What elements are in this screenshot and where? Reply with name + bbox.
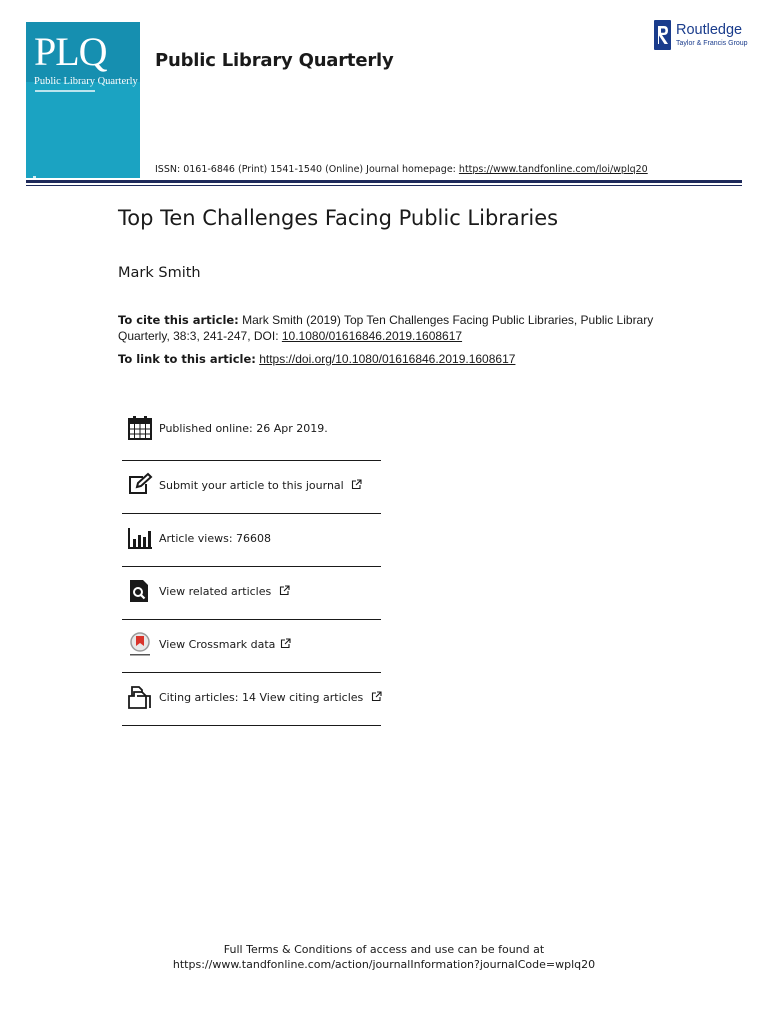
article-doi-link[interactable]: https://doi.org/10.1080/01616846.2019.1608617	[259, 352, 516, 366]
related-articles-row[interactable]	[122, 567, 381, 620]
external-link-icon	[371, 691, 382, 702]
published-online-row	[122, 404, 381, 461]
link-label: To link to this article:	[118, 352, 256, 366]
terms-footer	[0, 942, 768, 972]
citation-block	[118, 312, 658, 344]
header-divider	[26, 180, 742, 183]
terms-text: Full Terms & Conditions of access and use can be found at	[223, 943, 545, 956]
cite-label: To cite this article:	[118, 313, 239, 327]
article-views-text: Article views: 76608	[159, 532, 272, 545]
publisher-logo	[653, 20, 748, 55]
terms-url-link[interactable]: https://www.tandfonline.com/action/journalInformation?journalCode=wplq20	[172, 958, 596, 971]
document-search-icon	[126, 577, 154, 605]
issn-text: ISSN: 0161-6846 (Print) 1541-1540 (Online) Journal homepage:	[155, 164, 456, 175]
cover-abbrev: PLQ	[34, 29, 107, 74]
article-views-row	[122, 514, 381, 567]
crossmark-row[interactable]	[122, 620, 381, 673]
article-title: Top Ten Challenges Facing Public Libraries	[118, 206, 559, 230]
citing-documents-icon	[126, 683, 154, 711]
cite-text: Mark Smith (2019) Top Ten Challenges Facing Public Libraries, Public Library Quarterly, 38:3, 241-247, DOI:	[118, 313, 654, 343]
external-link-icon	[280, 638, 291, 649]
edit-icon	[126, 471, 154, 499]
related-articles-link[interactable]: View related articles	[159, 585, 272, 598]
article-info-list	[122, 404, 381, 726]
citing-articles-link[interactable]: Citing articles: 14 View citing articles	[159, 691, 364, 704]
journal-homepage-link[interactable]: https://www.tandfonline.com/loi/wplq20	[458, 164, 648, 175]
publisher-name: Routledge	[676, 22, 743, 38]
journal-cover-image	[26, 22, 140, 178]
external-link-icon	[351, 479, 362, 490]
bar-chart-icon	[126, 524, 154, 552]
cover-subtitle: Public Library Quarterly	[34, 76, 138, 87]
calendar-icon	[126, 414, 154, 442]
published-online-text: Published online: 26 Apr 2019.	[159, 422, 328, 435]
submit-article-link[interactable]: Submit your article to this journal	[159, 479, 344, 492]
header-divider-thin	[26, 185, 742, 186]
article-link-line	[118, 352, 515, 366]
external-link-icon	[279, 585, 290, 596]
citing-articles-row[interactable]	[122, 673, 381, 726]
crossmark-link[interactable]: View Crossmark data	[159, 638, 276, 651]
cite-doi-link[interactable]: 10.1080/01616846.2019.1608617	[281, 329, 463, 343]
crossmark-icon	[126, 630, 154, 658]
routledge-r-icon	[653, 20, 673, 50]
submit-article-row[interactable]	[122, 461, 381, 514]
journal-title: Public Library Quarterly	[155, 50, 394, 71]
issn-line	[155, 164, 648, 175]
article-author: Mark Smith	[118, 265, 201, 281]
cover-publisher-mark	[33, 176, 53, 178]
publisher-tagline: Taylor & Francis Group	[676, 40, 748, 47]
